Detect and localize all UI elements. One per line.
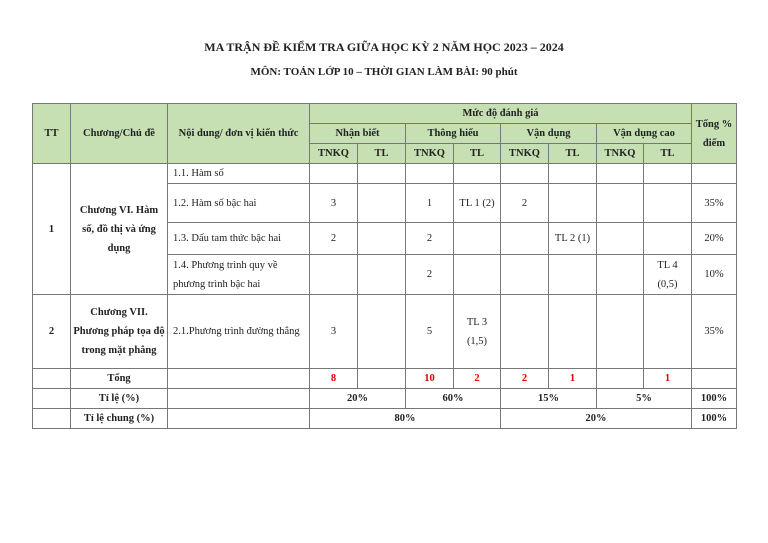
sum-label: Tổng: [71, 369, 168, 389]
table-row: [33, 409, 737, 429]
table-cell: [168, 409, 310, 429]
ratio-value: 15%: [501, 389, 597, 409]
sum-cell: 1: [549, 369, 597, 389]
header-level-name: Thông hiểu: [406, 124, 501, 144]
content-unit: 1.1. Hàm số: [168, 164, 310, 184]
sum-cell: 2: [501, 369, 549, 389]
header-sub: TL: [358, 144, 406, 164]
content-unit: 1.3. Dấu tam thức bậc hai: [168, 223, 310, 255]
count-cell: [549, 164, 597, 184]
count-cell: [644, 164, 692, 184]
ratio-value: 20%: [310, 389, 406, 409]
count-cell: [597, 255, 644, 295]
content-unit: 2.1.Phương trình đường thẳng: [168, 295, 310, 369]
header-sub: TL: [549, 144, 597, 164]
count-cell: 2: [406, 255, 454, 295]
header-total: Tổng % điểm: [692, 104, 737, 164]
count-cell: 5: [406, 295, 454, 369]
count-cell: [501, 164, 549, 184]
header-level-name: Nhận biết: [310, 124, 406, 144]
count-cell: 3: [310, 295, 358, 369]
count-cell: [358, 164, 406, 184]
count-cell: [597, 184, 644, 223]
ratio-total: 100%: [692, 389, 737, 409]
count-cell: [644, 223, 692, 255]
count-cell: [358, 295, 406, 369]
count-cell: [597, 164, 644, 184]
sum-cell: [358, 369, 406, 389]
count-cell: TL 3 (1,5): [454, 295, 501, 369]
assessment-matrix-table: [32, 103, 737, 429]
count-cell: [549, 184, 597, 223]
count-cell: [644, 295, 692, 369]
count-cell: TL 2 (1): [549, 223, 597, 255]
ratio-all-value: 20%: [501, 409, 692, 429]
table-cell: [33, 389, 71, 409]
count-cell: [310, 255, 358, 295]
count-cell: TL 4 (0,5): [644, 255, 692, 295]
sum-cell: 8: [310, 369, 358, 389]
count-cell: [406, 164, 454, 184]
count-cell: 2: [406, 223, 454, 255]
percent-cell: [692, 164, 737, 184]
table-row: [33, 164, 737, 184]
count-cell: [358, 184, 406, 223]
chapter-name: Chương VII. Phương pháp tọa độ trong mặt phẳng: [71, 295, 168, 369]
ratio-all-label: Tỉ lệ chung (%): [71, 409, 168, 429]
count-cell: [644, 184, 692, 223]
sum-cell: 2: [454, 369, 501, 389]
count-cell: [549, 255, 597, 295]
count-cell: [597, 223, 644, 255]
header-sub: TNKQ: [501, 144, 549, 164]
ratio-value: 5%: [597, 389, 692, 409]
chapter-number: 2: [33, 295, 71, 369]
chapter-number: 1: [33, 164, 71, 295]
count-cell: [454, 164, 501, 184]
sum-total: [692, 369, 737, 389]
header-content: Nội dung/ đơn vị kiến thức: [168, 104, 310, 164]
header-tt: TT: [33, 104, 71, 164]
header-sub: TNKQ: [597, 144, 644, 164]
table-cell: [168, 389, 310, 409]
document-subtitle: MÔN: TOÁN LỚP 10 – THỜI GIAN LÀM BÀI: 90 phút: [250, 66, 518, 78]
count-cell: 2: [501, 184, 549, 223]
table-row: [33, 369, 737, 389]
table-row: [33, 104, 737, 124]
table-cell: [168, 369, 310, 389]
count-cell: [549, 295, 597, 369]
count-cell: [501, 295, 549, 369]
ratio-label: Tỉ lệ (%): [71, 389, 168, 409]
percent-cell: 20%: [692, 223, 737, 255]
table-row: [33, 389, 737, 409]
header-sub: TL: [644, 144, 692, 164]
count-cell: [597, 295, 644, 369]
count-cell: [454, 255, 501, 295]
header-sub: TL: [454, 144, 501, 164]
count-cell: 2: [310, 223, 358, 255]
ratio-all-value: 80%: [310, 409, 501, 429]
sum-cell: 1: [644, 369, 692, 389]
count-cell: [501, 223, 549, 255]
table-row: [33, 295, 737, 369]
ratio-all-total: 100%: [692, 409, 737, 429]
table-cell: [33, 369, 71, 389]
chapter-name: Chương VI. Hàm số, đồ thị và ứng dụng: [71, 164, 168, 295]
count-cell: [310, 164, 358, 184]
header-level: Mức độ đánh giá: [310, 104, 692, 124]
percent-cell: 35%: [692, 295, 737, 369]
header-level-name: Vận dụng: [501, 124, 597, 144]
count-cell: [501, 255, 549, 295]
percent-cell: 35%: [692, 184, 737, 223]
percent-cell: 10%: [692, 255, 737, 295]
ratio-value: 60%: [406, 389, 501, 409]
count-cell: [358, 255, 406, 295]
document-title: MA TRẬN ĐỀ KIỂM TRA GIỮA HỌC KỲ 2 NĂM HỌC 2023 – 2024: [204, 40, 564, 54]
header-sub: TNKQ: [310, 144, 358, 164]
header-chapter: Chương/Chủ đề: [71, 104, 168, 164]
table-cell: [33, 409, 71, 429]
sum-cell: 10: [406, 369, 454, 389]
content-unit: 1.4. Phương trình quy về phương trình bậc hai: [168, 255, 310, 295]
count-cell: TL 1 (2): [454, 184, 501, 223]
content-unit: 1.2. Hàm số bậc hai: [168, 184, 310, 223]
count-cell: 3: [310, 184, 358, 223]
count-cell: [358, 223, 406, 255]
count-cell: 1: [406, 184, 454, 223]
header-sub: TNKQ: [406, 144, 454, 164]
header-level-name: Vận dụng cao: [597, 124, 692, 144]
count-cell: [454, 223, 501, 255]
sum-cell: [597, 369, 644, 389]
